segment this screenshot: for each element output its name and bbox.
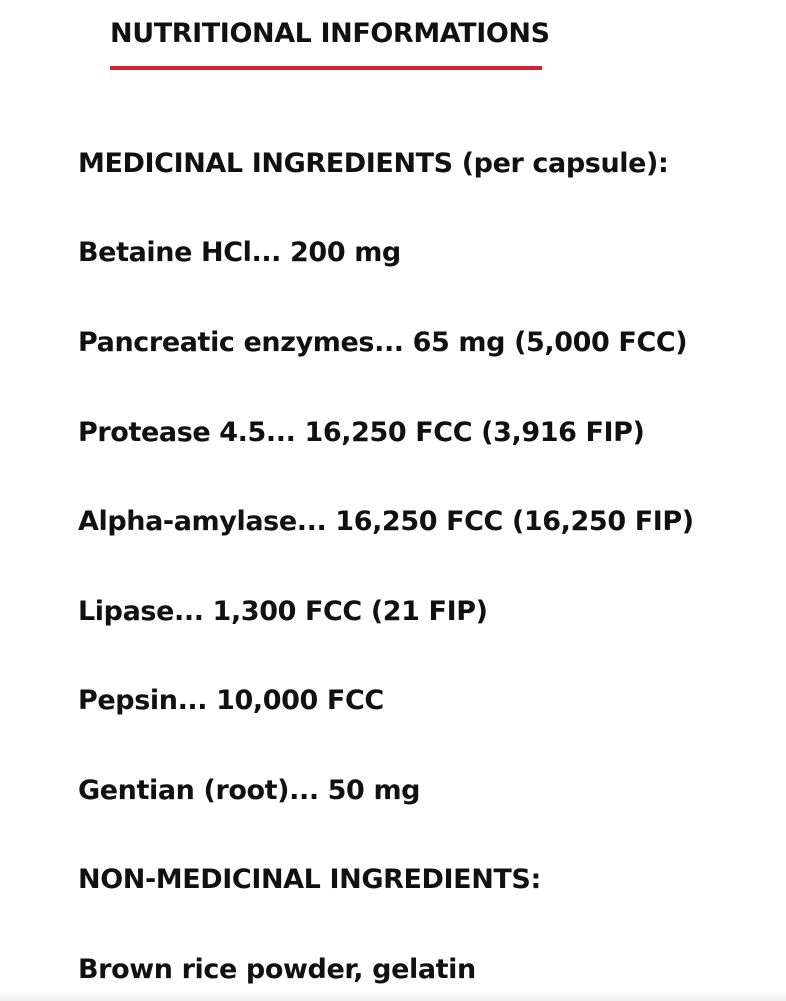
bottom-edge-shadow xyxy=(0,991,786,1001)
medicinal-ingredients-heading: MEDICINAL INGREDIENTS (per capsule): xyxy=(78,148,669,179)
tab-nutritional-informations[interactable] xyxy=(110,14,550,72)
tab-label: NUTRITIONAL INFORMATIONS xyxy=(110,18,550,49)
non-medicinal-ingredient-list: Brown rice powder, gelatin xyxy=(78,954,476,985)
ingredient-protease: Protease 4.5... 16,250 FCC (3,916 FIP) xyxy=(78,417,645,448)
ingredient-betaine-hcl: Betaine HCl... 200 mg xyxy=(78,237,401,268)
tab-active-underline xyxy=(110,66,542,70)
ingredient-gentian-root: Gentian (root)... 50 mg xyxy=(78,775,421,806)
ingredient-pancreatic-enzymes: Pancreatic enzymes... 65 mg (5,000 FCC) xyxy=(78,327,688,358)
ingredient-pepsin: Pepsin... 10,000 FCC xyxy=(78,685,384,716)
non-medicinal-ingredients-heading: NON-MEDICINAL INGREDIENTS: xyxy=(78,864,541,895)
ingredient-lipase: Lipase... 1,300 FCC (21 FIP) xyxy=(78,596,488,627)
ingredient-alpha-amylase: Alpha-amylase... 16,250 FCC (16,250 FIP) xyxy=(78,506,694,537)
